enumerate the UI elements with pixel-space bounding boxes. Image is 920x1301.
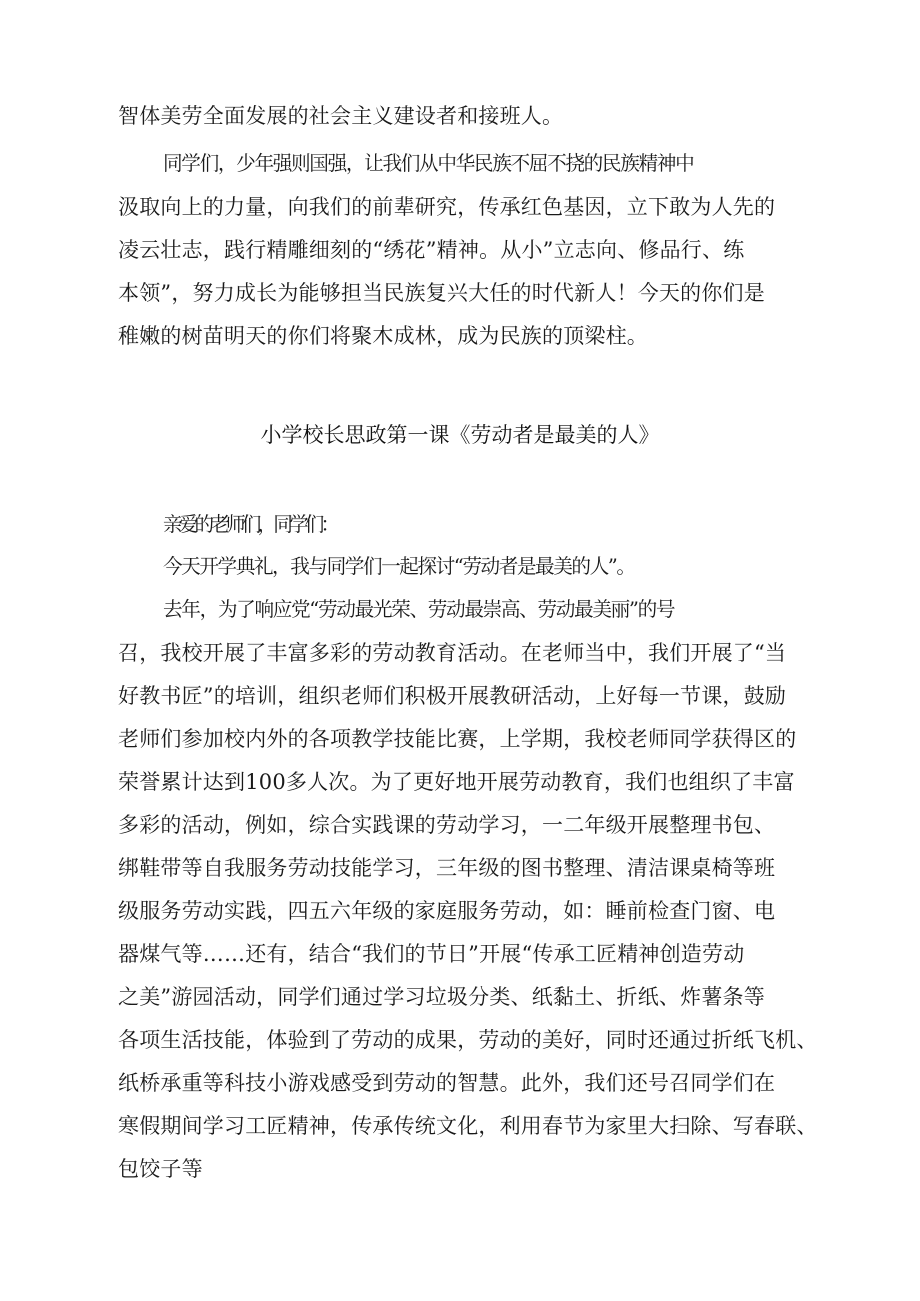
paragraph-line: 今天开学典礼，我与同学们一起探讨“劳动者是最美的人”。 xyxy=(163,555,635,578)
paragraph-line: 各项生活技能，体验到了劳动的成果，劳动的美好，同时还通过折纸飞机、 xyxy=(118,1028,818,1052)
paragraph-line: 荣誉累计达到100多人次。为了更好地开展劳动教育，我们也组织了丰富 xyxy=(118,770,795,794)
paragraph-line: 召，我校开展了丰富多彩的劳动教育活动。在老师当中，我们开展了“当 xyxy=(118,641,787,665)
paragraph-line: 寒假期间学习工匠精神，传承传统文化，利用春节为家里大扫除、写春联、 xyxy=(118,1114,818,1138)
paragraph-line: 亲爱的老师们，同学们： xyxy=(163,513,337,536)
paragraph-line: 好教书匠”的培训，组织老师们积极开展教研活动，上好每一节课，鼓励 xyxy=(118,684,787,708)
section-title: 小学校长思政第一课《劳动者是最美的人》 xyxy=(260,423,660,447)
paragraph-line: 同学们，少年强则国强，让我们从中华民族不屈不挠的民族精神中 xyxy=(163,152,694,175)
paragraph-line: 智体美劳全面发展的社会主义建设者和接班人。 xyxy=(118,104,564,128)
paragraph-line: 汲取向上的力量，向我们的前辈研究，传承红色基因，立下敢为人先的 xyxy=(118,195,776,219)
paragraph-line: 稚嫩的树苗明天的你们将聚木成林，成为民族的顶梁柱。 xyxy=(118,324,648,348)
paragraph-line: 本领”，努力成长为能够担当民族复兴大任的时代新人！今天的你们是 xyxy=(118,281,765,305)
paragraph-line: 纸桥承重等科技小游戏感受到劳动的智慧。此外，我们还号召同学们在 xyxy=(118,1071,776,1095)
paragraph-line: 多彩的活动，例如，综合实践课的劳动学习，一二年级开展整理书包、 xyxy=(118,813,776,837)
paragraph-line: 之美”游园活动，同学们通过学习垃圾分类、纸黏土、折纸、炸薯条等 xyxy=(118,985,765,1009)
paragraph-line: 老师们参加校内外的各项教学技能比赛，上学期，我校老师同学获得区的 xyxy=(118,727,797,751)
paragraph-line: 凌云壮志，践行精雕细刻的“绣花”精神。从小”立志向、修品行、练 xyxy=(118,238,745,262)
paragraph-line: 绑鞋带等自我服务劳动技能学习，三年级的图书整理、清洁课桌椅等班 xyxy=(118,856,776,880)
paragraph-line: 器煤气等……还有，结合“我们的节日”开展“传承工匠精神创造劳动 xyxy=(118,942,745,966)
paragraph-line: 去年，为了响应党“劳动最光荣、劳动最崇高、劳动最美丽”的号 xyxy=(163,598,675,621)
paragraph-line: 级服务劳动实践，四五六年级的家庭服务劳动，如：睡前检查门窗、电 xyxy=(118,899,776,923)
paragraph-line: 包饺子等 xyxy=(118,1157,203,1181)
